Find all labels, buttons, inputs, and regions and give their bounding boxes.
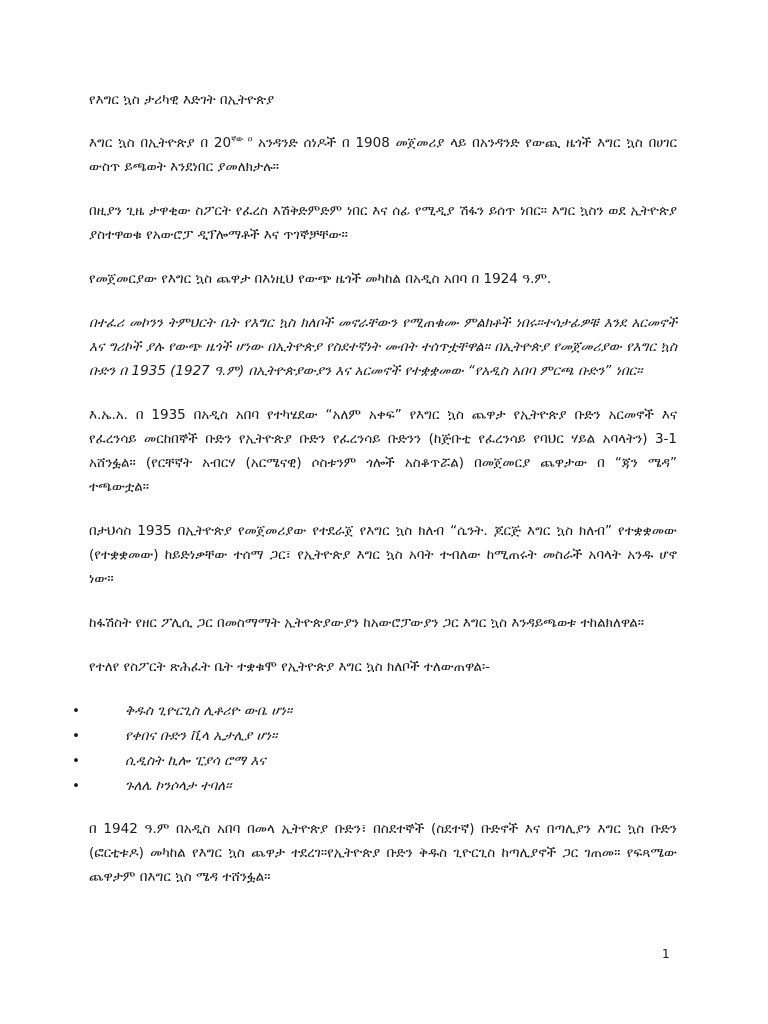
paragraph-5: እ.ኤ.አ. በ 1935 በአዲስ አበባ የተካሄደው “አለም አቀፍ” የእግር ኳስ ጨዋታ የኢትዮጵያ ቡድን አርመኖች እና የፈረንሳይ መርከበኞች ቡድን የኢትዮጵያ ቡድን የፈረንሳይ ቡድንን (ከጅቡቲ የፈረንሳይ የባህር ሃይል አባላትን) 3-1 አሸንፏል። (የርቸኛት አብርሃ (አርሜናዊ) ሶስቱንም ጎሎች አስቆጥሯል) በመጀመርያ ጨዋታው በ “ጃን ሜዳ” ተጫውቷል። xyxy=(89,407,677,495)
paragraph-7: ከፋሽስት የዘር ፖሊሲ ጋር በመስማማት ኢትዮጵያውያን ከአውሮፓውያን ጋር እግር ኳስ እንዳይጫወቱ ተከልክለዋል። xyxy=(89,615,645,631)
paragraph-8: የተለየ የስፖርት ጽሕፈት ቤት ተቋቁሞ የኢትዮጵያ እግር ኳስ ክለቦች ተለውጠዋል፡- xyxy=(89,659,491,675)
century-superscript: ኛው ዐ xyxy=(231,134,253,144)
paragraph-1-start: እግር ኳስ በኢትዮጵያ በ 20 xyxy=(89,135,232,151)
club-rename-list xyxy=(89,699,677,799)
paragraph-4: በተፈሪ መኮንን ትምህርት ቤት የእግር ኳስ ክለቦች መኖራቸውን የሚጠቁሙ ምልክቶች ነበሩ።ተሳታፊዎቹ እንደ አርመኖች እና ግሪኮች ያሉ የውጭ ዜጎች ሆነው በኢትዮጵያ የስደተኛነት መብት ተሰጥቷቸዋል። በኢትዮጵያ የመጀመሪያው የእግር ኳስ ቡድን በ 1935 (1927 ዓ.ም) በኢትዮጵያውያን እና አርመኖች የተቋቋመው “የአዲስ አበባ ምርጫ ቡድን” ነበር። xyxy=(89,315,677,379)
document-title: የእግር ኳስ ታሪካዊ እድገት በኢትዮጵያ xyxy=(89,92,275,108)
list-item: • የቀበና ቡድን ቪላ ኢታሊያ ሆነ። xyxy=(89,724,677,749)
document-body xyxy=(89,90,677,909)
paragraph-6: በታህሳስ 1935 በኢትዮጵያ የመጀመሪያው የተደራጀ የእግር ኳስ ክለብ “ሴንት. ጆርጅ እግር ኳስ ክለብ” የተቋቋመው (የተቋቋመው) ከይድነቃቸው ተሰማ ጋር፣ የኢትዮጵያ እግር ኳስ አባት ተብለው ከሚጠሩት መስራች አባላት አንዱ ሆኖ ነው። xyxy=(89,523,677,587)
paragraph-9: በ 1942 ዓ.ም በአዲስ አበባ በመላ ኢትዮጵያ ቡድን፣ በስደተኞች (ስደተኛ) ቡድኖች እና በጣሊያን እግር ኳስ ቡድን (ፎርቲቱዶ) መካከል የእግር ኳስ ጨዋታ ተደረገ።የኢትዮጵያ ቡድን ቅዱስ ጊዮርጊስ ከጣሊያኖች ጋር ገጠመ። የፍጻሜው ጨዋታም በእግር ኳስ ሜዳ ተሸንፏል። xyxy=(89,821,677,885)
list-item: • ጉለሌ ኮንሶላታ ተባለ። xyxy=(89,774,677,799)
paragraph-3: የመጀመርያው የእግር ኳስ ጨዋታ በእነዚህ የውጭ ዜጎች መካከል በአዲስ አበባ በ 1924 ዓ.ም. xyxy=(89,271,552,287)
list-item: • ቅዱስ ጊዮርጊስ ሊቶሪዮ ውቤ ሆነ። xyxy=(89,699,677,724)
paragraph-1 xyxy=(89,131,677,179)
list-item: • ሲዲስት ኪሎ ፒያሳ ሮማ እና xyxy=(89,749,677,774)
paragraph-1-rest: አንዳንድ ሰነዶች በ 1908 መጀመሪያ ላይ በአንዳንድ የውጪ ዜጎች እግር ኳስ በሀገር ውስጥ ይጫወት እንደነበር ያመለክታሉ። xyxy=(89,135,678,175)
paragraph-2: በዚያን ጊዜ ታዋቂው ስፖርት የፈረስ እሽቅድምድም ነበር እና ሰፊ የሚዲያ ሽፋን ይሰጥ ነበር። እግር ኳስን ወደ ኢትዮጵያ ያስተዋወቁ የአውሮፓ ዲፕሎማቶች እና ጥገኞቻቸው። xyxy=(89,203,677,243)
page-number: 1 xyxy=(662,947,670,961)
